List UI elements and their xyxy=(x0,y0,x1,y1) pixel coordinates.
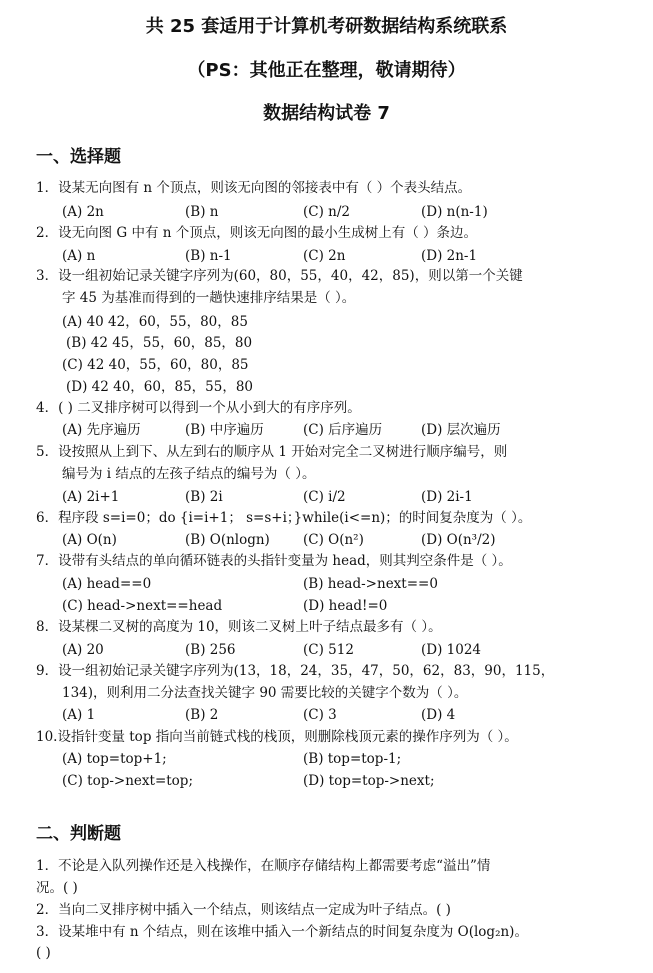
q6-option-c: (C) O(n²) xyxy=(303,532,364,548)
section-heading-judgement: 二、判断题 xyxy=(36,824,121,844)
q4-option-b: (B) 中序遍历 xyxy=(185,422,264,438)
q3-option-a: (A) 40 42，60，55，80，85 xyxy=(62,314,248,330)
section-heading-choice: 一、选择题 xyxy=(36,147,121,167)
question-8: 8．设某棵二叉树的高度为 10，则该二叉树上叶子结点最多有（ ）。 xyxy=(36,619,442,635)
q2-option-d: (D) 2n-1 xyxy=(421,248,478,264)
q8-option-b: (B) 256 xyxy=(185,642,236,658)
question-9-line-2: 134)，则利用二分法查找关键字 90 需要比较的关键字个数为（ ）。 xyxy=(62,685,468,701)
q1-option-c: (C) n/2 xyxy=(303,204,350,220)
q6-option-a: (A) O(n) xyxy=(62,532,117,548)
question-3-line-1: 3．设一组初始记录关键字序列为(60，80，55，40，42，85)，则以第一个关键 xyxy=(36,268,523,284)
q10-option-c: (C) top->next=top; xyxy=(62,773,193,789)
question-3-line-2: 字 45 为基准而得到的一趟快速排序结果是（ ）。 xyxy=(62,290,356,306)
q2-option-b: (B) n-1 xyxy=(185,248,232,264)
q8-option-a: (A) 20 xyxy=(62,642,104,658)
q7-option-c: (C) head->next==head xyxy=(62,598,223,614)
question-9-line-1: 9．设一组初始记录关键字序列为(13，18，24，35，47，50，62，83，90，115， xyxy=(36,663,555,679)
q10-option-d: (D) top=top->next; xyxy=(303,773,435,789)
q7-option-b: (B) head->next==0 xyxy=(303,576,438,592)
judgement-2: 2．当向二叉排序树中插入一个结点，则该结点一定成为叶子结点。( ) xyxy=(36,902,451,918)
question-5-line-1: 5．设按照从上到下、从左到右的顺序从 1 开始对完全二叉树进行顺序编号，则 xyxy=(36,444,508,460)
q3-option-c: (C) 42 40，55，60，80，85 xyxy=(62,357,249,373)
q5-option-d: (D) 2i-1 xyxy=(421,489,473,505)
page-title: 共 25 套适用于计算机考研数据结构系统联系 xyxy=(145,16,508,37)
judgement-3-line-2: ( ) xyxy=(36,945,51,961)
q8-option-c: (C) 512 xyxy=(303,642,354,658)
q5-option-a: (A) 2i+1 xyxy=(62,489,120,505)
q7-option-a: (A) head==0 xyxy=(62,576,152,592)
page-subtitle: （PS：其他正在整理，敬请期待） xyxy=(187,60,466,81)
question-5-line-2: 编号为 i 结点的左孩子结点的编号为（ ）。 xyxy=(62,466,316,482)
q10-option-b: (B) top=top-1; xyxy=(303,751,402,767)
q1-option-b: (B) n xyxy=(185,204,219,220)
q10-option-a: (A) top=top+1; xyxy=(62,751,167,767)
q9-option-d: (D) 4 xyxy=(421,707,456,723)
question-10: 10.设指针变量 top 指向当前链式栈的栈顶，则删除栈顶元素的操作序列为（ ）。 xyxy=(36,729,518,745)
q4-option-c: (C) 后序遍历 xyxy=(303,422,383,438)
judgement-1-line-1: 1．不论是入队列操作还是入栈操作，在顺序存储结构上都需要考虑“溢出”情 xyxy=(36,858,491,874)
question-6: 6．程序段 s=i=0；do {i=i+1； s=s+i；}while(i<=n)；的时间复杂度为（ ）。 xyxy=(36,510,532,526)
q2-option-a: (A) n xyxy=(62,248,96,264)
judgement-3-line-1: 3．设某堆中有 n 个结点，则在该堆中插入一个新结点的时间复杂度为 O(log₂n)。 xyxy=(36,924,528,940)
q3-option-b: (B) 42 45，55，60，85，80 xyxy=(66,335,253,351)
question-1: 1．设某无向图有 n 个顶点，则该无向图的邻接表中有（ ）个表头结点。 xyxy=(36,180,472,196)
q5-option-b: (B) 2i xyxy=(185,489,223,505)
q4-option-a: (A) 先序遍历 xyxy=(62,422,141,438)
question-2: 2．设无向图 G 中有 n 个顶点，则该无向图的最小生成树上有（ ）条边。 xyxy=(36,225,478,241)
q8-option-d: (D) 1024 xyxy=(421,642,482,658)
q7-option-d: (D) head!=0 xyxy=(303,598,388,614)
question-4: 4．( ) 二叉排序树可以得到一个从小到大的有序序列。 xyxy=(36,400,361,416)
q3-option-d: (D) 42 40，60，85，55，80 xyxy=(66,379,254,395)
q9-option-b: (B) 2 xyxy=(185,707,219,723)
q9-option-a: (A) 1 xyxy=(62,707,96,723)
q4-option-d: (D) 层次遍历 xyxy=(421,422,501,438)
q9-option-c: (C) 3 xyxy=(303,707,337,723)
q1-option-d: (D) n(n-1) xyxy=(421,204,488,220)
q6-option-b: (B) O(nlogn) xyxy=(185,532,270,548)
exam-title: 数据结构试卷 7 xyxy=(263,103,390,124)
judgement-1-line-2: 况。( ) xyxy=(36,880,78,896)
q2-option-c: (C) 2n xyxy=(303,248,346,264)
q1-option-a: (A) 2n xyxy=(62,204,104,220)
q6-option-d: (D) O(n³/2) xyxy=(421,532,496,548)
question-7: 7．设带有头结点的单向循环链表的头指针变量为 head，则其判空条件是（ ）。 xyxy=(36,553,512,569)
q5-option-c: (C) i/2 xyxy=(303,489,346,505)
